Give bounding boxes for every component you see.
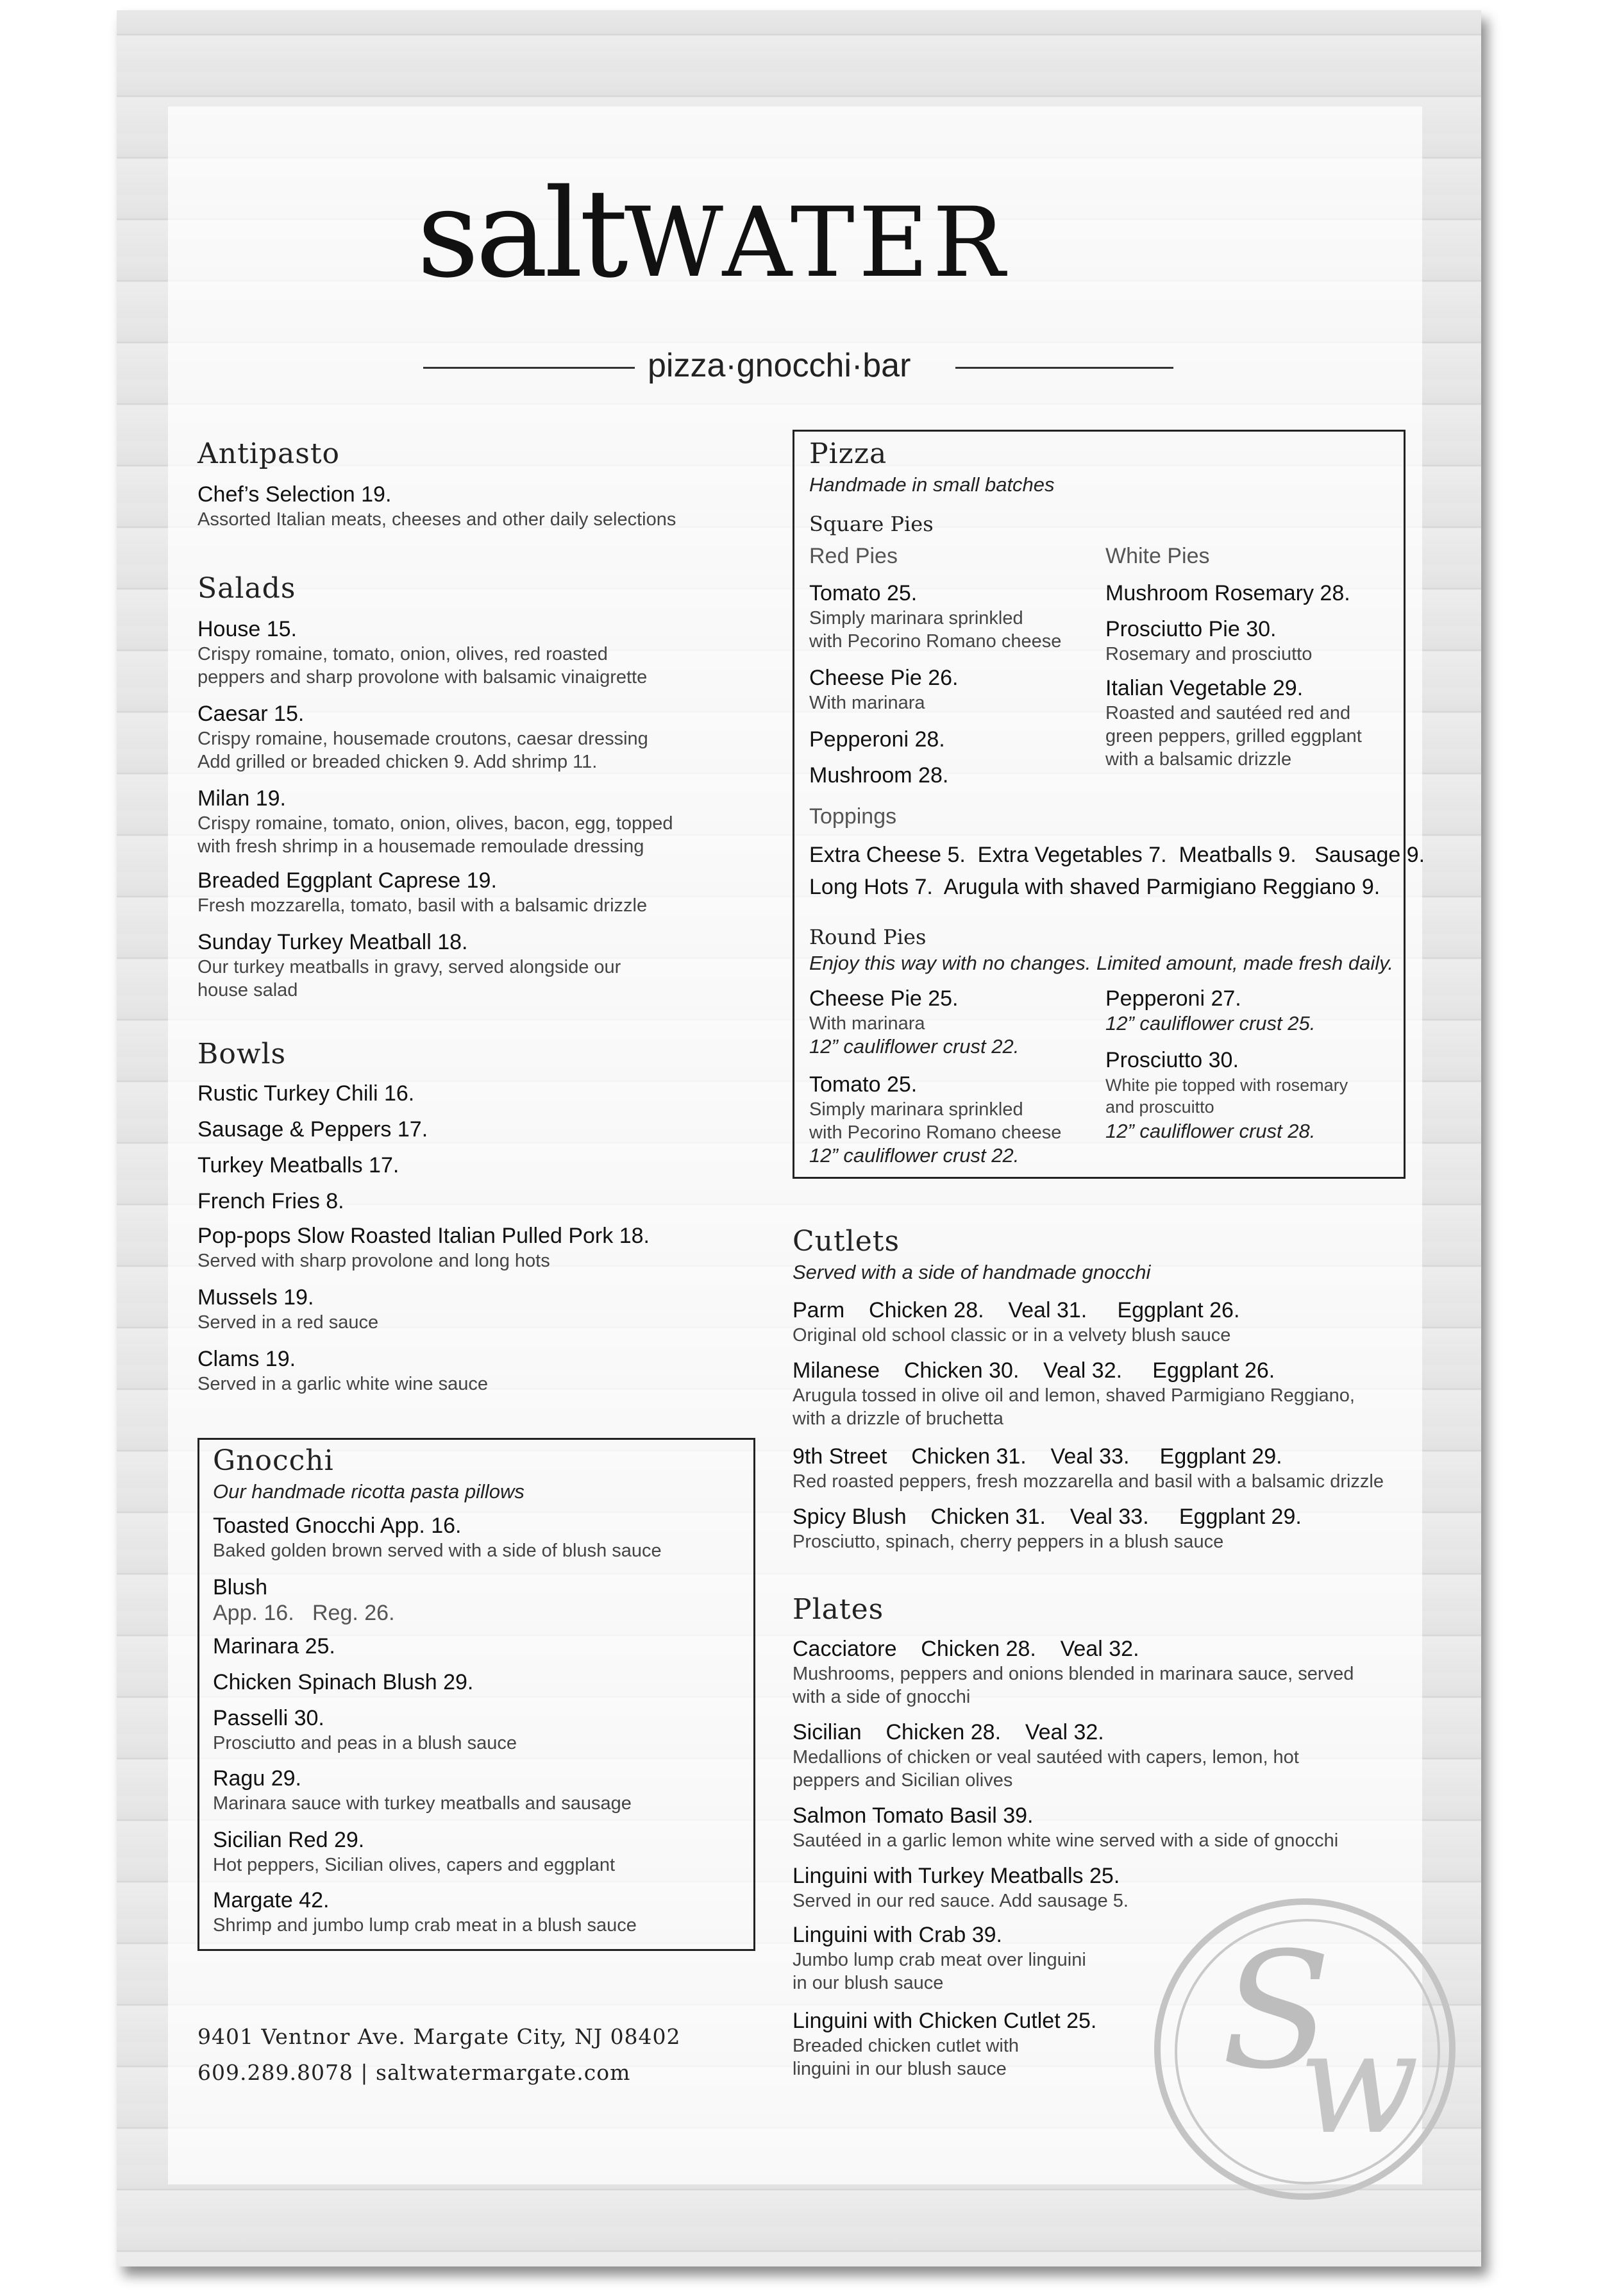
menu-item-name: Mussels 19. [197, 1285, 314, 1310]
menu-item-name: Sausage & Peppers 17. [197, 1117, 428, 1142]
menu-item-name: Margate 42. [213, 1888, 330, 1912]
menu-item-name: Milanese Chicken 30. Veal 32. Eggplant 26. [793, 1358, 1275, 1383]
menu-item-desc: Simply marinara sprinkled [809, 1099, 1023, 1120]
white-pies-title: White Pies [1105, 544, 1210, 568]
logo-salt: salt [417, 163, 625, 305]
menu-item-desc: Original old school classic or in a velvety blush sauce [793, 1325, 1231, 1346]
menu-item-desc: Arugula tossed in olive oil and lemon, shaved Parmigiano Reggiano, [793, 1385, 1355, 1406]
menu-item-desc: With marinara [809, 1013, 925, 1034]
menu-item-desc: Simply marinara sprinkled [809, 608, 1023, 629]
menu-item-desc: with Pecorino Romano cheese [809, 631, 1062, 652]
menu-item-desc: Breaded chicken cutlet with [793, 2036, 1020, 2056]
logo [417, 163, 1009, 305]
menu-item-name: Cacciatore Chicken 28. Veal 32. [793, 1637, 1139, 1661]
menu-item-desc: Crispy romaine, tomato, onion, olives, bacon, egg, topped [197, 813, 673, 834]
crust-option: 12” cauliflower crust 22. [809, 1035, 1020, 1058]
address: 9401 Ventnor Ave. Margate City, NJ 08402 [197, 2024, 681, 2049]
menu-item-name: Salmon Tomato Basil 39. [793, 1803, 1034, 1828]
menu-item-name: Parm Chicken 28. Veal 31. Eggplant 26. [793, 1298, 1240, 1322]
menu-item-desc: Crispy romaine, tomato, onion, olives, red roasted [197, 644, 608, 664]
menu-item-name: Linguini with Chicken Cutlet 25. [793, 2009, 1097, 2033]
menu-item-name: Pop-pops Slow Roasted Italian Pulled Pork 18. [197, 1224, 650, 1248]
toppings-title: Toppings [809, 804, 897, 829]
menu-item-name: Pepperoni 27. [1105, 986, 1241, 1011]
menu-item-desc: with Pecorino Romano cheese [809, 1122, 1062, 1143]
menu-item-name: Sicilian Chicken 28. Veal 32. [793, 1720, 1104, 1744]
menu-item-name: Prosciutto Pie 30. [1105, 617, 1277, 641]
menu-item-name: Rustic Turkey Chili 16. [197, 1081, 415, 1106]
menu-item-desc: Shrimp and jumbo lump crab meat in a blush sauce [213, 1915, 637, 1936]
menu-item-desc: peppers and Sicilian olives [793, 1770, 1013, 1791]
menu-item-name: House 15. [197, 617, 297, 641]
phone-website: 609.289.8078 | saltwatermargate.com [197, 2060, 631, 2085]
menu-item-name: Turkey Meatballs 17. [197, 1153, 399, 1178]
menu-item-desc: Served in a red sauce [197, 1312, 379, 1333]
menu-item-desc: Crispy romaine, housemade croutons, caesar dressing [197, 729, 648, 749]
menu-item-desc: Baked golden brown served with a side of blush sauce [213, 1541, 662, 1561]
menu-item-name: French Fries 8. [197, 1189, 344, 1213]
menu-item-desc: With marinara [809, 693, 925, 713]
menu-item-desc: Marinara sauce with turkey meatballs and sausage [213, 1793, 632, 1814]
salads-title: Salads [197, 572, 296, 605]
cutlets-subtitle: Served with a side of handmade gnocchi [793, 1261, 1151, 1283]
menu-item-desc: with a drizzle of bruchetta [793, 1408, 1003, 1429]
menu-item-name: Tomato 25. [809, 1072, 918, 1097]
menu-item-name: 9th Street Chicken 31. Veal 33. Eggplant 29. [793, 1444, 1282, 1469]
menu-item-name: Linguini with Crab 39. [793, 1923, 1002, 1947]
menu-item-desc: Sautéed in a garlic lemon white wine served with a side of gnocchi [793, 1830, 1339, 1851]
menu-item-name: Italian Vegetable 29. [1105, 676, 1304, 700]
menu-item-desc: Rosemary and prosciutto [1105, 644, 1313, 664]
menu-item-desc: with fresh shrimp in a housemade remoulade dressing [197, 836, 644, 857]
plates-title: Plates [793, 1593, 884, 1626]
menu-item-desc: linguini in our blush sauce [793, 2059, 1007, 2079]
pizza-title: Pizza [809, 437, 887, 470]
menu-item-name: Tomato 25. [809, 581, 918, 605]
tagline: pizza·gnocchi·bar [648, 347, 911, 384]
menu-item-name: Chef’s Selection 19. [197, 482, 392, 507]
menu-item-name: Passelli 30. [213, 1706, 324, 1730]
round-pies-title: Round Pies [809, 925, 927, 949]
emblem-s-letter: S [1221, 1918, 1332, 2104]
red-pies-title: Red Pies [809, 544, 898, 568]
menu-item-desc: Hot peppers, Sicilian olives, capers and eggplant [213, 1855, 616, 1875]
menu-item-name: Prosciutto 30. [1105, 1048, 1239, 1072]
menu-item-desc: peppers and sharp provolone with balsamic vinaigrette [197, 667, 648, 688]
sw-emblem-logo [1154, 1898, 1456, 2200]
menu-item-name: Marinara 25. [213, 1634, 335, 1659]
menu-item-desc: Mushrooms, peppers and onions blended in marinara sauce, served [793, 1664, 1354, 1684]
menu-item-desc: house salad [197, 980, 298, 1000]
menu-item-name: Toasted Gnocchi App. 16. [213, 1514, 462, 1538]
crust-option: 12” cauliflower crust 22. [809, 1144, 1020, 1167]
pizza-subtitle: Handmade in small batches [809, 473, 1055, 496]
antipasto-title: Antipasto [197, 437, 340, 470]
menu-item-name: Cheese Pie 26. [809, 666, 959, 690]
menu-item-desc: Jumbo lump crab meat over linguini [793, 1950, 1086, 1970]
menu-item-name: Mushroom Rosemary 28. [1105, 581, 1350, 605]
menu-item-desc: green peppers, grilled eggplant [1105, 726, 1362, 747]
toppings-line: Long Hots 7. Arugula with shaved Parmigiano Reggiano 9. [809, 875, 1381, 899]
square-pies-title: Square Pies [809, 512, 934, 536]
menu-item-name: Caesar 15. [197, 702, 305, 726]
menu-item-desc: and proscuitto [1105, 1097, 1214, 1117]
menu-item-desc: Served with sharp provolone and long hots [197, 1251, 550, 1271]
menu-item-desc: Prosciutto and peas in a blush sauce [213, 1733, 517, 1753]
menu-item-name: Pepperoni 28. [809, 727, 945, 752]
menu-item-desc: Prosciutto, spinach, cherry peppers in a blush sauce [793, 1532, 1224, 1552]
menu-item-desc: Fresh mozzarella, tomato, basil with a balsamic drizzle [197, 895, 648, 916]
menu-item-name: Ragu 29. [213, 1766, 301, 1791]
menu-item-desc: with a balsamic drizzle [1105, 749, 1292, 770]
menu-item-name: Milan 19. [197, 786, 286, 811]
tagline-rule-right [955, 367, 1173, 369]
menu-item-name: Chicken Spinach Blush 29. [213, 1670, 474, 1694]
crust-option: 12” cauliflower crust 28. [1105, 1120, 1316, 1142]
menu-item-name: Mushroom 28. [809, 763, 949, 788]
menu-item-desc: App. 16. Reg. 26. [213, 1601, 395, 1625]
round-pies-subtitle: Enjoy this way with no changes. Limited amount, made fresh daily. [809, 952, 1393, 974]
menu-item-name: Sunday Turkey Meatball 18. [197, 930, 468, 954]
crust-option: 12” cauliflower crust 25. [1105, 1012, 1316, 1034]
menu-item-desc: Add grilled or breaded chicken 9. Add shrimp 11. [197, 752, 598, 772]
gnocchi-title: Gnocchi [213, 1444, 334, 1477]
menu-item-desc: with a side of gnocchi [793, 1687, 971, 1707]
toppings-line: Extra Cheese 5. Extra Vegetables 7. Meatballs 9. Sausage 9. [809, 843, 1425, 867]
menu-item-desc: Medallions of chicken or veal sautéed with capers, lemon, hot [793, 1747, 1299, 1768]
menu-item-desc: White pie topped with rosemary [1105, 1076, 1348, 1095]
menu-item-name: Clams 19. [197, 1347, 296, 1371]
bowls-title: Bowls [197, 1038, 287, 1070]
menu-item-name: Linguini with Turkey Meatballs 25. [793, 1864, 1120, 1888]
menu-item-desc: in our blush sauce [793, 1973, 944, 1993]
menu-item-desc: Roasted and sautéed red and [1105, 703, 1351, 723]
logo-water: WATER [624, 187, 1009, 299]
menu-item-desc: Red roasted peppers, fresh mozzarella and basil with a balsamic drizzle [793, 1471, 1384, 1492]
menu-item-desc: Assorted Italian meats, cheeses and other daily selections [197, 509, 676, 530]
tagline-rule-left [423, 367, 635, 369]
menu-item-name: Cheese Pie 25. [809, 986, 959, 1011]
menu-item-name: Spicy Blush Chicken 31. Veal 33. Eggplant 29. [793, 1505, 1302, 1529]
cutlets-title: Cutlets [793, 1225, 900, 1258]
menu-item-desc: Served in a garlic white wine sauce [197, 1374, 488, 1394]
gnocchi-subtitle: Our handmade ricotta pasta pillows [213, 1480, 525, 1503]
menu-item-name: Blush [213, 1575, 268, 1600]
emblem-w-letter: w [1298, 2001, 1420, 2165]
menu-item-name: Sicilian Red 29. [213, 1828, 365, 1852]
menu-item-name: Breaded Eggplant Caprese 19. [197, 868, 497, 893]
menu-item-desc: Served in our red sauce. Add sausage 5. [793, 1891, 1129, 1911]
menu-item-desc: Our turkey meatballs in gravy, served alongside our [197, 957, 621, 977]
